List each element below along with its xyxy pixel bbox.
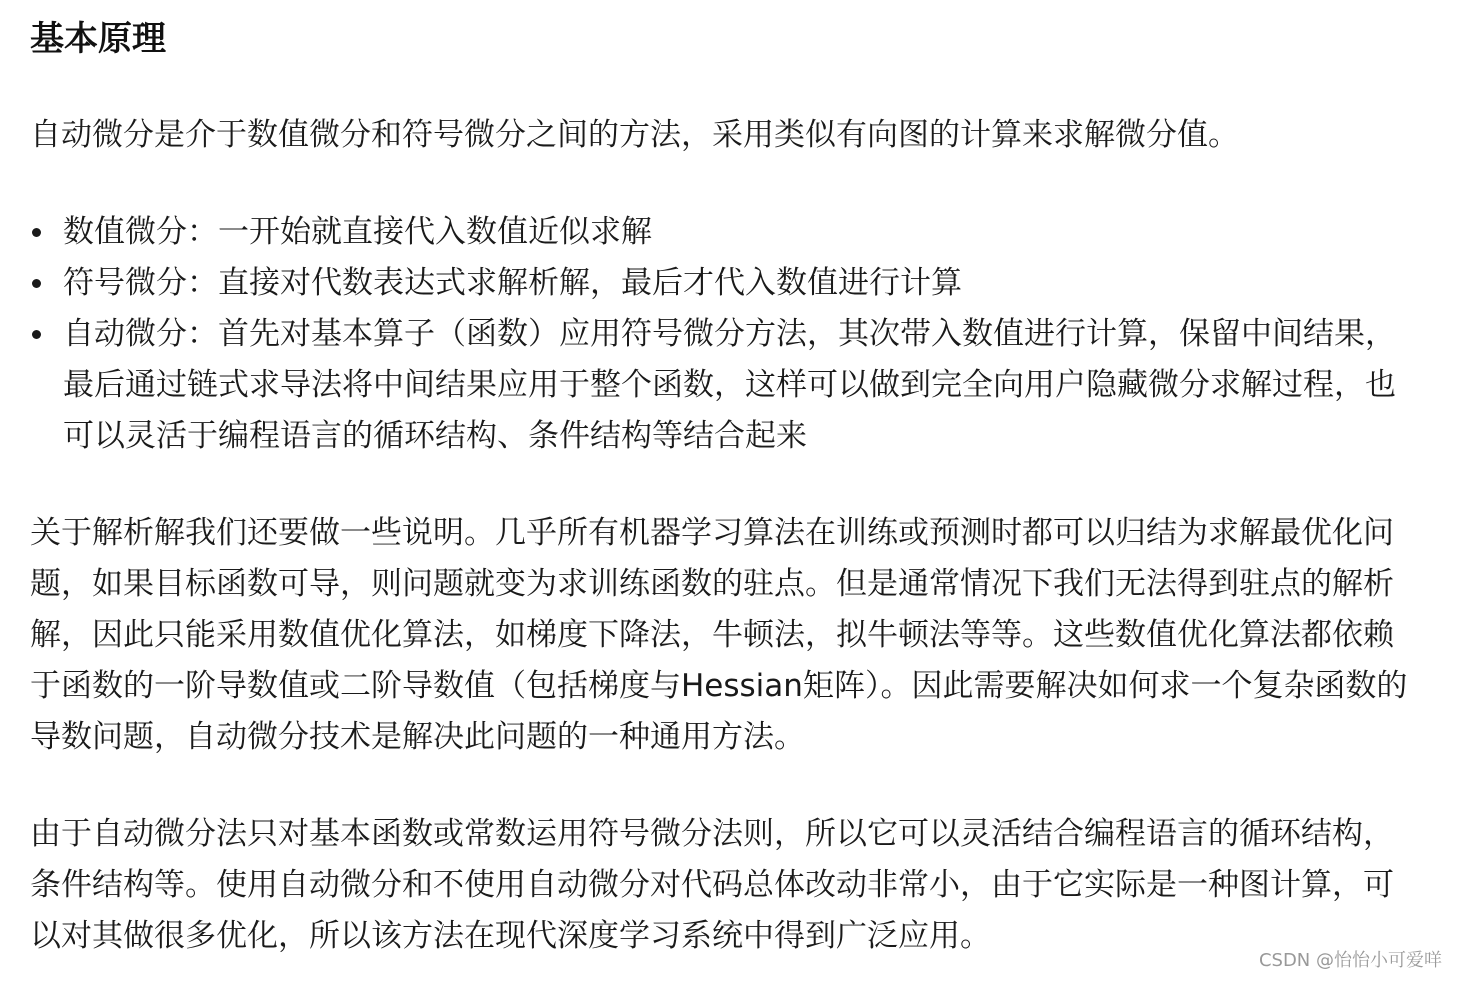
list-item-numerical (30, 207, 1420, 258)
bullet-dot-icon (32, 279, 41, 288)
list-item-symbolic (30, 258, 1420, 309)
intro-paragraph: 自动微分是介于数值微分和符号微分之间的方法，采用类似有向图的计算来求解微分值。 (30, 117, 1239, 153)
method-list (30, 207, 1420, 462)
list-item-text: 自动微分：首先对基本算子（函数）应用符号微分方法，其次带入数值进行计算，保留中间结果，最后通过链式求导法将中间结果应用于整个函数，这样可以做到完全向用户隐藏微分求解过程，也可以灵活于编程语言的循环结构、条件结构等结合起来 (63, 316, 1396, 454)
article (30, 14, 1420, 962)
conclusion-paragraph: 由于自动微分法只对基本函数或常数运用符号微分法则，所以它可以灵活结合编程语言的循环结构，条件结构等。使用自动微分和不使用自动微分对代码总体改动非常小，由于它实际是一种图计算，可以对其做很多优化，所以该方法在现代深度学习系统中得到广泛应用。 (30, 816, 1394, 954)
section-heading: 基本原理 (30, 19, 166, 59)
list-item-text: 符号微分：直接对代数表达式求解析解，最后才代入数值进行计算 (63, 265, 962, 301)
bullet-dot-icon (32, 228, 41, 237)
analytic-solution-paragraph: 关于解析解我们还要做一些说明。几乎所有机器学习算法在训练或预测时都可以归结为求解最优化问题，如果目标函数可导，则问题就变为求训练函数的驻点。但是通常情况下我们无法得到驻点的解析解，因此只能采用数值优化算法，如梯度下降法，牛顿法，拟牛顿法等等。这些数值优化算法都依赖于函数的一阶导数值或二阶导数值（包括梯度与Hessian矩阵）。因此需要解决如何求一个复杂函数的导数问题，自动微分技术是解决此问题的一种通用方法。 (30, 515, 1408, 755)
list-item-automatic (30, 309, 1420, 462)
list-item-text: 数值微分：一开始就直接代入数值近似求解 (63, 214, 652, 250)
bullet-dot-icon (32, 330, 41, 339)
csdn-watermark: CSDN @怡怡小可爱咩 (1258, 950, 1442, 971)
